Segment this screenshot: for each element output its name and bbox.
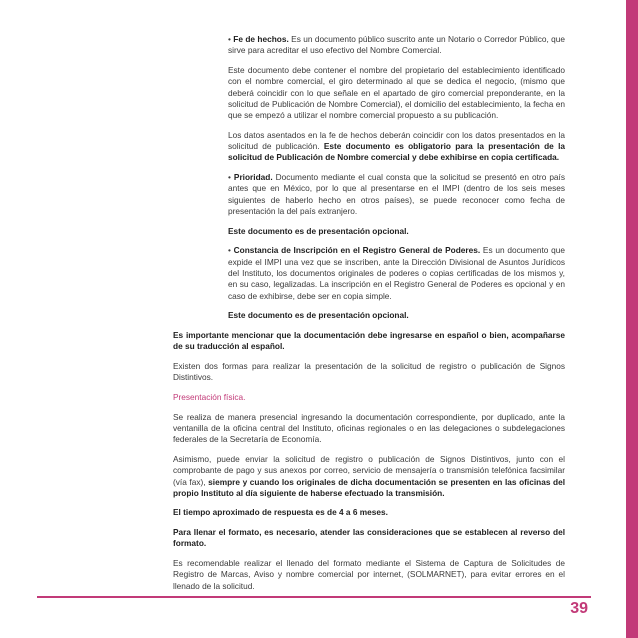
bullet-marker: • <box>228 34 234 44</box>
page-number: 39 <box>570 600 588 617</box>
paragraph-text: Asimismo, puede enviar la solicitud de registro o publicación de Signos Distintivos, junto con el comprobante de pago y sus anexos por correo, servicio de mensajería o transmisión telefónica facsimilar (vía fax), <box>173 453 565 487</box>
body-text <box>173 34 565 600</box>
paragraph-bold: Este documento es de presentación opcional. <box>228 225 409 236</box>
bullet-text: Es un documento público suscrito ante un Notario o Corredor Público, que sirve para acreditar el uso efectivo del Nombre Comercial. <box>228 34 566 56</box>
paragraph <box>173 226 565 237</box>
bullet-constancia <box>173 245 565 301</box>
paragraph <box>173 130 565 164</box>
paragraph-bold: Para llenar el formato, es necesario, atender las consideraciones que se establecen al reverso del formato. <box>173 527 565 549</box>
paragraph-bold: Este documento es de presentación opcional. <box>228 310 409 321</box>
paragraph <box>173 454 565 499</box>
bullet-title: Fe de hechos. <box>233 34 289 44</box>
paragraph-bold: siempre y cuando los originales de dicha documentación se presenten en las oficinas del propio Instituto al día siguiente de haberse efectuado la transmisión. <box>173 476 566 498</box>
paragraph <box>173 330 565 353</box>
bullet-marker: • <box>228 245 234 256</box>
accent-side-bar <box>626 0 638 638</box>
footer-rule <box>37 596 591 598</box>
bullet-marker: • <box>228 172 234 183</box>
bullet-fe-de-hechos <box>173 34 565 57</box>
paragraph: Este documento debe contener el nombre del propietario del establecimiento identificado con el nombre comercial, el giro determinado al que se dedica el negocio, (mismo que deberá coincidir con lo que señale en el apartado de giro comercial preponderante, en la solicitud de Publicación de Nombre Comercial), el domicilio del establecimiento, la fecha en que se empezó a utilizar el nombre comercial propuesto a su publicación. <box>228 64 565 121</box>
paragraph-bold: Es importante mencionar que la documentación debe ingresarse en español o bien, acompañarse de su traducción al español. <box>173 329 565 352</box>
paragraph: Se realiza de manera presencial ingresando la documentación correspondiente, por duplicado, ante la ventanilla de la oficina central del Instituto, oficinas regionales o en las delegaciones o subdelegaciones federales de la Secretaría de Economía. <box>173 411 565 445</box>
paragraph <box>173 310 565 321</box>
bullet-text: Es un documento que expide el IMPI una vez que se inscriben, ante la Dirección Divisional de Asuntos Jurídicos del Instituto, los documentos originales de poderes o copias certificadas de los mismos y, en su caso, legalizadas. La inscripción en el Registro General de Poderes es opcional y en caso de exhibirse, debe ser en copia simple. <box>228 245 565 301</box>
paragraph <box>173 507 565 518</box>
paragraph-text: Los datos asentados en la fe de hechos deberán coincidir con los datos presentados en la solicitud de publicación. <box>228 129 565 152</box>
paragraph-bold: El tiempo aproximado de respuesta es de 4 a 6 meses. <box>173 507 388 518</box>
paragraph: Existen dos formas para realizar la presentación de la solicitud de registro o publicación de Signos Distintivos. <box>173 360 565 383</box>
bullet-text: Documento mediante el cual consta que la solicitud se presentó en otro país antes que en México, por lo que al presentarse en el IMPI (dentro de los seis meses siguientes de haberlo hecho en otros países), se puede reconocer como fecha de presentación la del país extranjero. <box>228 172 565 217</box>
section-heading: Presentación física. <box>173 391 246 402</box>
paragraph <box>173 527 565 550</box>
bullet-title: Prioridad. <box>233 172 273 183</box>
bullet-prioridad <box>173 172 565 217</box>
paragraph: Es recomendable realizar el llenado del formato mediante el Sistema de Captura de Solicitudes de Registro de Marcas, Aviso y nombre comercial por internet, (SOLMARNET), para evitar errores en el llenado de la solicitud. <box>173 558 565 591</box>
bullet-title: Constancia de Inscripción en el Registro General de Poderes. <box>233 245 481 256</box>
paragraph-bold: Este documento es obligatorio para la presentación de la solicitud de Publicación de Nombre comercial y debe exhibirse en copia certificada. <box>228 141 565 163</box>
